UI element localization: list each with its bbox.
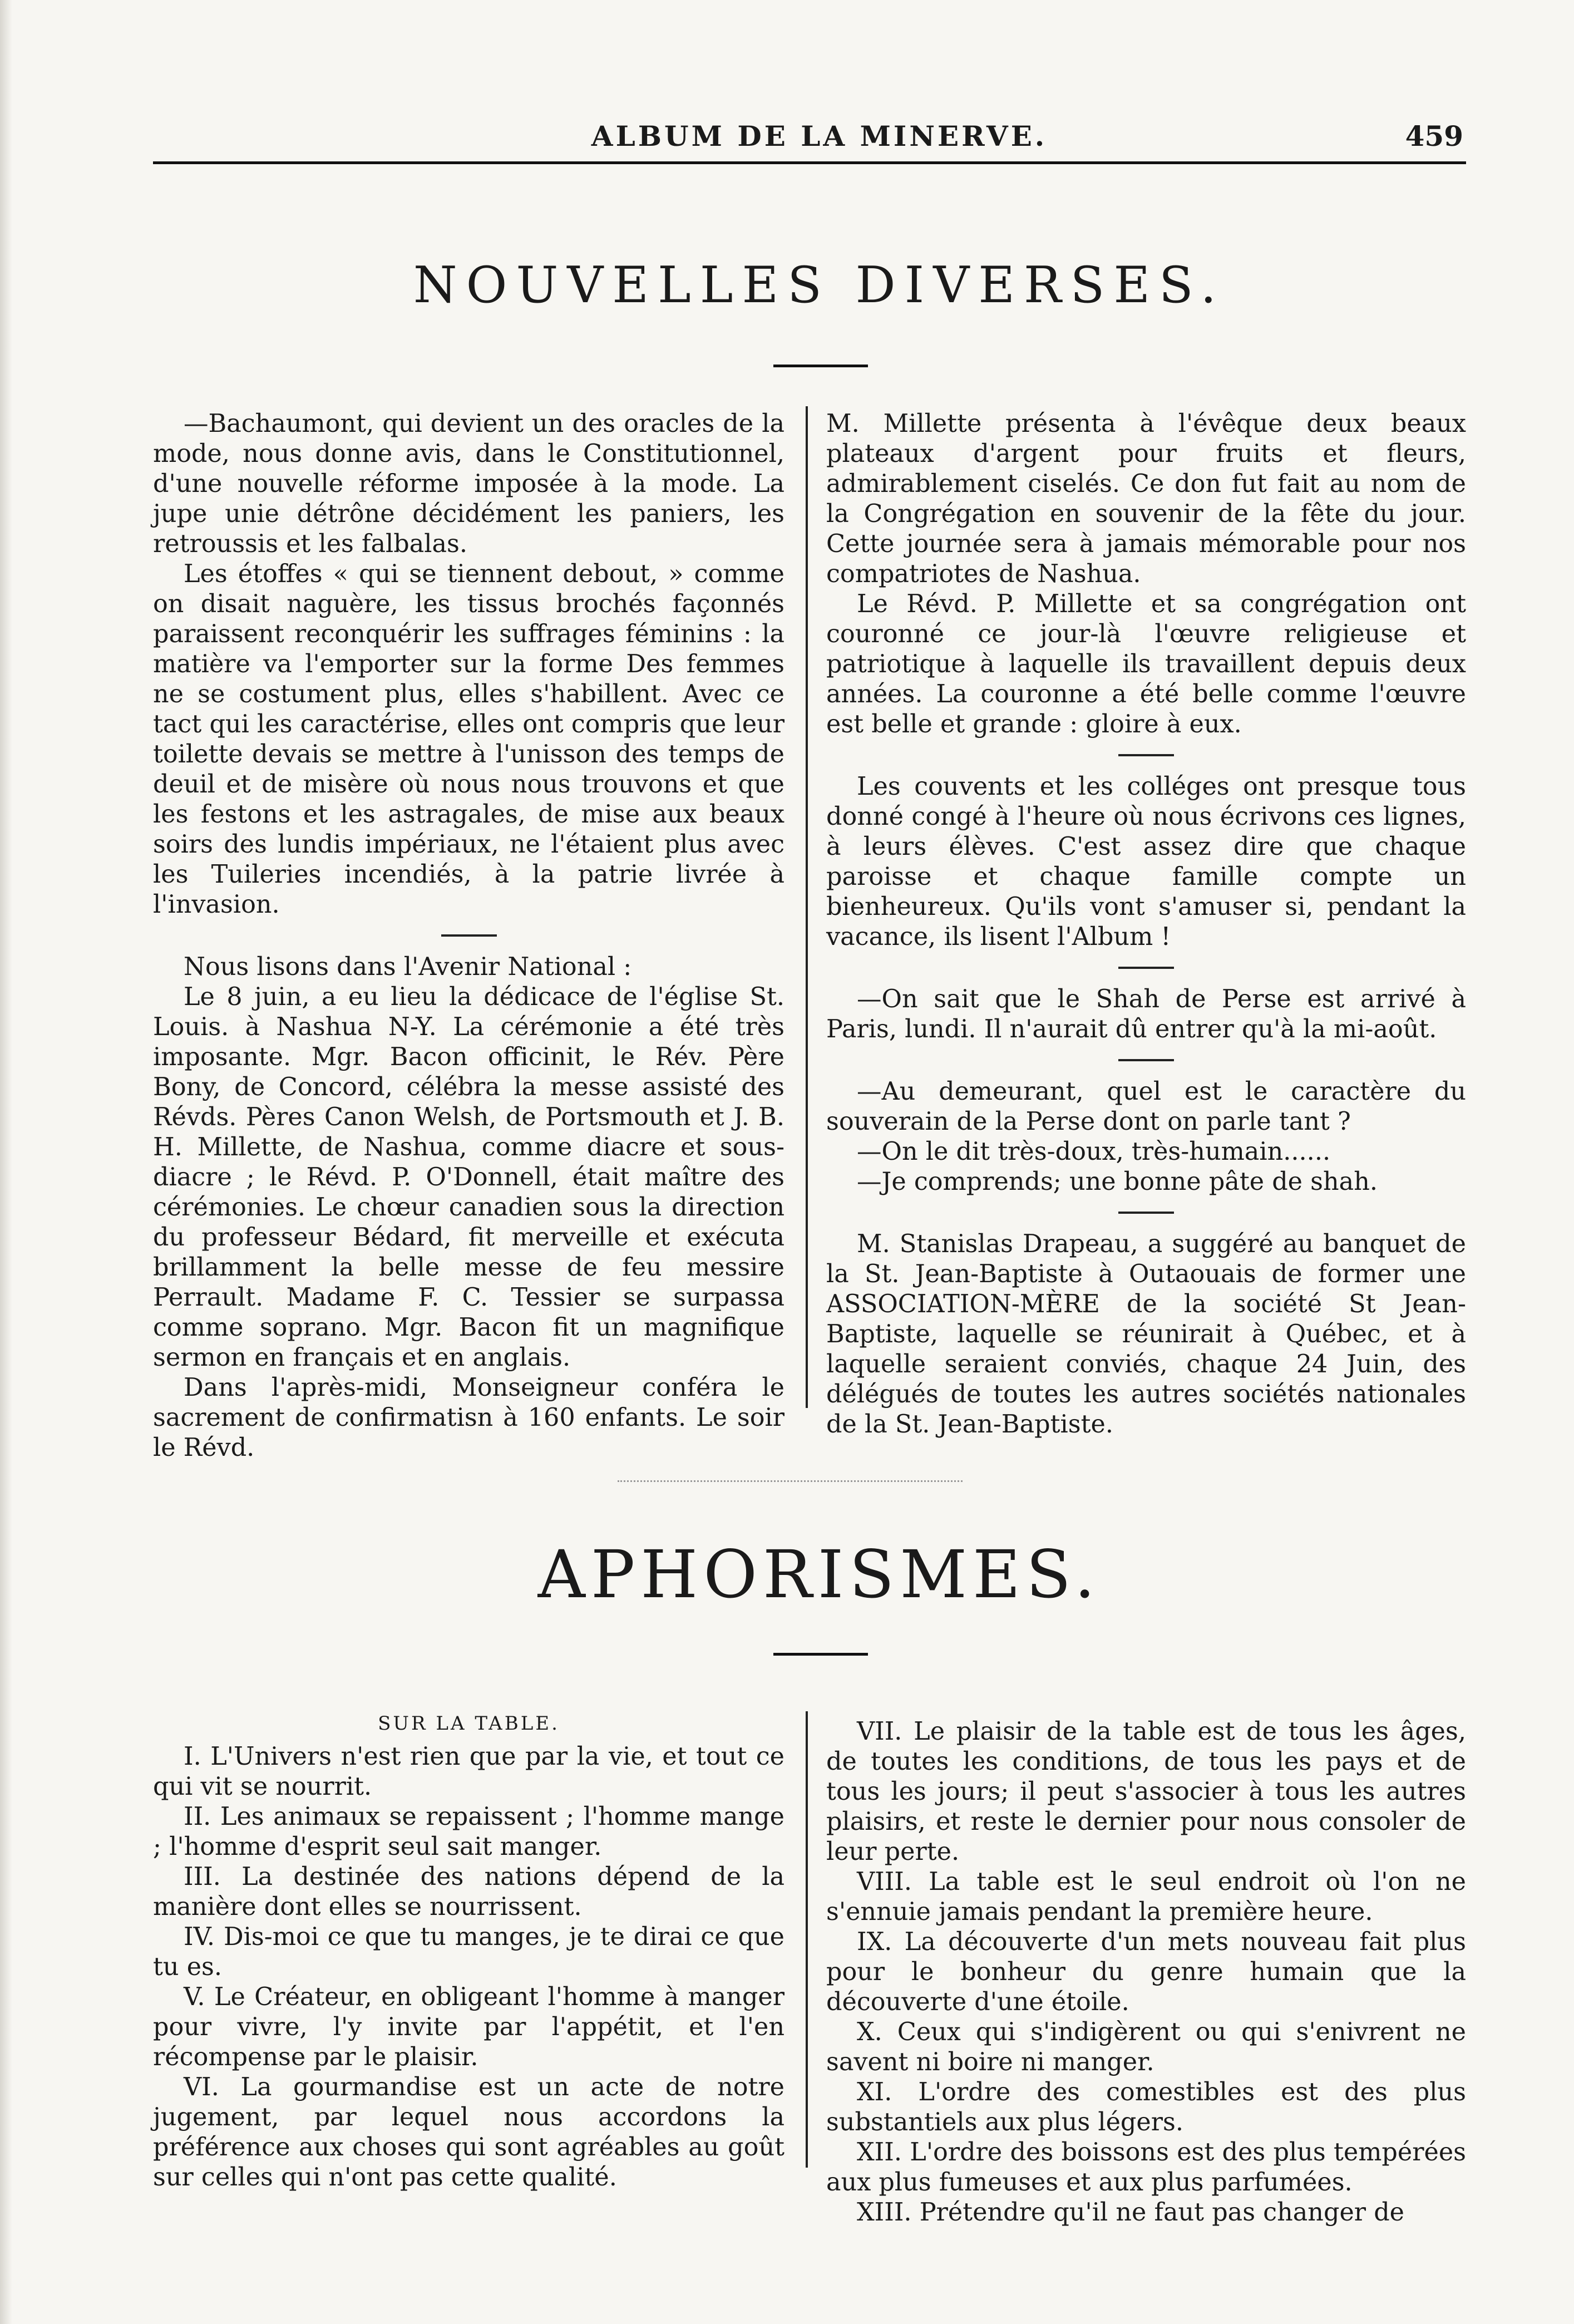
dotted-separator [618,1480,963,1482]
paragraph: Les étoffes « qui se tiennent debout, » comme on disait naguère, les tissus brochés façonnés paraissent reconquérir les suffrages féminins : la matière va l'emporter sur la forme Des femmes ne se costument plus, elles s'habillent. Avec ce tact qui les caractérise, elles ont compris que leur toilette devais se mettre à l'unisson des temps de deuil et de misère où nous nous trouvons et que les festons et les astragales, de mise aux beaux soirs des lundis impériaux, ne l'étaient plus avec les Tuileries incendiés, à la patrie livrée à l'invasion. [153,560,784,919]
nouvelles-left-column [153,409,784,1463]
aphorism: V. Le Créateur, en obligeant l'homme à manger pour vivre, l'y invite par l'appétit, et l'en récompense par le plaisir. [153,1983,784,2071]
running-header [153,120,1486,159]
paragraph: M. Stanislas Drapeau, a suggéré au banquet de la St. Jean-Baptiste à Outaouais de former une ASSOCIATION-MÈRE de la société St Jean-Baptiste, laquelle se réunirait à Québec, et à laquelle seraient conviés, chaque 24 Juin, des délégués de toutes les autres sociétés nationales de la St. Jean-Baptiste. [826,1230,1466,1439]
paragraph: Nous lisons dans l'Avenir National : [184,953,632,981]
paragraph: —Au demeurant, quel est le caractère du souverain de la Perse dont on parle tant ? [826,1077,1466,1136]
column-divider [806,1711,808,2168]
separator [1118,967,1174,969]
separator [441,934,497,937]
aphorism: XI. L'ordre des comestibles est des plus substantiels aux plus légers. [826,2078,1466,2136]
paragraph: —On le dit très-doux, très-humain...... [857,1138,1331,1166]
aphorism: VI. La gourmandise est un acte de notre jugement, par lequel nous accordons la préférence aux choses qui sont agréables au goût sur celles qui n'ont pas cette qualité. [153,2073,784,2192]
page-number: 459 [1405,120,1463,152]
aphorism: I. L'Univers n'est rien que par la vie, et tout ce qui vit se nourrit. [153,1742,784,1801]
aphorism: XIII. Prétendre qu'il ne faut pas changer de [857,2198,1405,2227]
section-title-nouvelles: NOUVELLES DIVERSES. [413,256,1226,314]
aphorism: XII. L'ordre des boissons est des plus tempérées aux plus fumeuses et aux plus parfumées. [826,2138,1466,2197]
paragraph: —On sait que le Shah de Perse est arrivé à Paris, lundi. Il n'aurait dû entrer qu'à la mi-août. [826,985,1466,1043]
aphorismes-right-column [826,1717,1466,2228]
header-rule [153,161,1466,164]
separator [1118,1212,1174,1214]
binding-shadow [0,0,12,2324]
title-rule [773,1653,868,1656]
subheading: SUR LA TABLE. [378,1712,560,1735]
section-title-aphorismes: APHORISMES. [537,1536,1101,1613]
aphorism: II. Les animaux se repaissent ; l'homme mange ; l'homme d'esprit seul sait manger. [153,1803,784,1861]
paragraph: Les couvents et les colléges ont presque tous donné congé à l'heure où nous écrivons ces lignes, à leurs élèves. C'est assez dire que chaque paroisse et chaque famille compte un bienheureux. Qu'ils vont s'amuser si, pendant la vacance, ils lisent l'Album ! [826,772,1466,951]
separator [1118,754,1174,756]
aphorism: VII. Le plaisir de la table est de tous les âges, de toutes les conditions, de tous les pays et de tous les jours; il peut s'associer à tous les autres plaisirs, et reste le dernier pour nous consoler de leur perte. [826,1717,1466,1866]
aphorism: III. La destinée des nations dépend de la manière dont elles se nourrissent. [153,1863,784,1921]
nouvelles-right-column [826,409,1466,1440]
paragraph: Le Révd. P. Millette et sa congrégation ont couronné ce jour-là l'œuvre religieuse et patriotique à laquelle ils travaillent depuis deux années. La couronne a été belle comme l'œuvre est belle et grande : gloire à eux. [826,590,1466,738]
aphorismes-left-column [153,1708,784,2193]
column-divider [806,406,808,1408]
aphorism: IV. Dis-moi ce que tu manges, je te dirai ce que tu es. [153,1923,784,1981]
separator [1118,1059,1174,1061]
paragraph: Le 8 juin, a eu lieu la dédicace de l'église St. Louis. à Nashua N-Y. La cérémonie a été très imposante. Mgr. Bacon officinit, le Rév. Père Bony, de Concord, célébra la messe assisté des Révds. Pères Canon Welsh, de Portsmouth et J. B. H. Millette, de Nashua, comme diacre et sous-diacre ; le Révd. P. O'Donnell, était maître des cérémonies. Le chœur canadien sous la direction du professeur Bédard, fit merveille et exécuta brillamment la belle messe de feu messire Perrault. Madame F. C. Tessier se surpassa comme soprano. Mgr. Bacon fit un magnifique sermon en français et en anglais. [153,983,784,1372]
aphorism: VIII. La table est le seul endroit où l'on ne s'ennuie jamais pendant la première heure. [826,1868,1466,1926]
paragraph: —Bachaumont, qui devient un des oracles de la mode, nous donne avis, dans le Constitutionnel, d'une nouvelle réforme imposée à la mode. La jupe unie détrône décidément les paniers, les retroussis et les falbalas. [153,410,784,558]
aphorism: IX. La découverte d'un mets nouveau fait plus pour le bonheur du genre humain que la découverte d'une étoile. [826,1928,1466,2016]
paragraph: M. Millette présenta à l'évêque deux beaux plateaux d'argent pour fruits et fleurs, admirablement ciselés. Ce don fut fait au nom de la Congrégation en souvenir de la fête du jour. Cette journée sera à jamais mémorable pour nos compatriotes de Nashua. [826,410,1466,588]
aphorism: X. Ceux qui s'indigèrent ou qui s'enivrent ne savent ni boire ni manger. [826,2018,1466,2076]
publication-title: ALBUM DE LA MINERVE. [591,120,1048,152]
paragraph: Dans l'après-midi, Monseigneur conféra le sacrement de confirmatisn à 160 enfants. Le soir le Révd. [153,1373,784,1462]
title-rule [773,365,868,367]
paragraph: —Je comprends; une bonne pâte de shah. [857,1168,1378,1196]
